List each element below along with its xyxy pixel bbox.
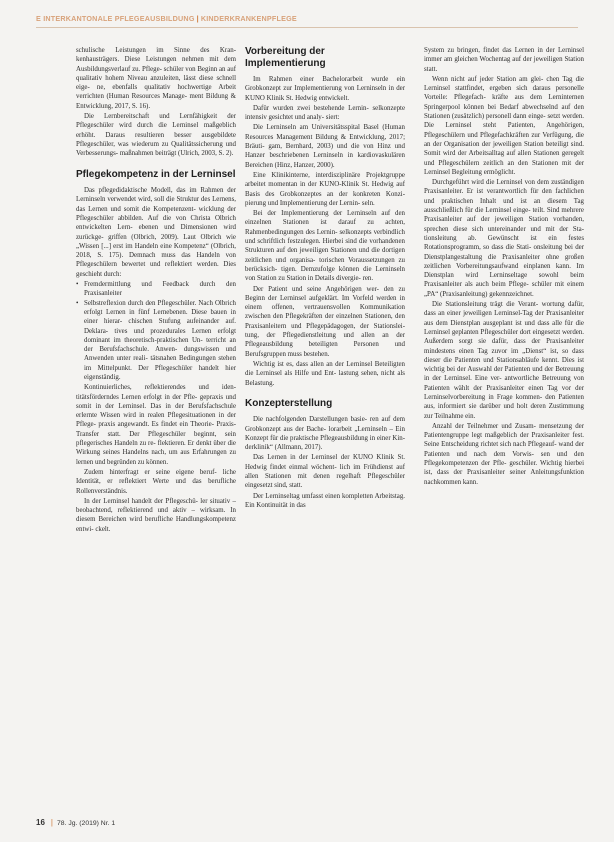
list-item: • Selbstreflexion durch den Pflegeschüler. Nach Olbrich erfolgt Lernen in fünf Lernebenen. Diese bauen in einer hierar- chischen Stufung aufeinander auf. Deklara- tives und prozedurales Lernen erfolgt dominant im theoretisch-praktischen Un- terricht an der Berufsfachschule. Anwen- dungswissen und Anwenden unter reali- tätsnahen Bedingungen stehen im Mittelpunkt. Der Pflegeschüler handelt hier eigenständig.	[76, 299, 236, 383]
paragraph: Bei der Implementierung der Lerninseln auf den einzelnen Stationen ist darauf zu achten, Rahmenbedingungen des Lernin- selkonzepts verbindlich und schriftlich festzulegen. Hierbei sind die vorhandenen Strukturen auf den jeweiligen Stationen und die dortigen zeitlichen und organisa- torischen Voraussetzungen zu berücksich- tigen. Demzufolge können die Lerninseln von Station zu Station in Details divergie- ren.	[245, 210, 405, 283]
paragraph: schulische Leistungen im Sinne des Kran- kenhausträgers. Diese Leistungen nehmen mit dem Ausbildungsverlauf zu. Pflege- schüler von Beginn an auf qualitativ hohem Niveau anzuleiten, lässt diese schnell eige- ne, ebenfalls qualitativ hochwertige Arbeit verrichten (Human Resources Manage- ment Bildung & Entwicklung, 2017, S. 16).	[76, 47, 236, 110]
paragraph: In der Lerninsel handelt der Pflegeschü- ler situativ – beobachtend, reflektierend und aktiv – wirksam. In diesem Bereichen wird berufliche Handlungskompetenz entwi- ckelt.	[76, 497, 236, 533]
running-header	[36, 14, 576, 26]
paragraph: Das pflegedidaktische Modell, das im Rahmen der Lerninseln verwendet wird, soll die Struktur des Lernens, das Lernen und somit die Kompetenzent- wicklung der Pflegeschüler abbilden. Auf die von Christa Olbrich entwickelten Lern- ebenen und Dimensionen wird zurückge- griffen (Olbrich, 2009). Laut Olbrich wie „Wissen [...] erst im Handeln eine Kompetenz“ (Olbrich, 2018, S. 175). Demnach muss das Handeln von Pflegeschülern bewertet und reflektiert werden. Dies geschieht durch:	[76, 187, 236, 278]
header-rule	[36, 27, 578, 28]
issue-info: 78. Jg. (2019) Nr. 1	[56, 820, 116, 827]
section-heading-konzepterstellung: Konzepterstellung	[245, 397, 333, 409]
footer-separator: |	[50, 818, 53, 827]
page-number: 16	[36, 818, 45, 827]
column-left	[76, 46, 236, 811]
page-footer	[36, 818, 115, 830]
paragraph: Die nachfolgenden Darstellungen basie- ren auf dem Grobkonzept aus der Bache- lorarbeit „Lerninseln – Ein Konzept für die praktische Pflegeausbildung in einer Kin- derklinik“ (Allmann, 2017).	[245, 416, 405, 452]
paragraph: Der Lerninseltag umfasst einen kompletten Arbeitstag. Ein Kontinuität in das	[245, 492, 405, 509]
bullet-list	[76, 280, 236, 382]
header-section: E INTERKANTONALE PFLEGEAUSBILDUNG	[36, 14, 195, 23]
column-middle	[245, 46, 405, 811]
paragraph: Wichtig ist es, dass allen an der Lerninsel Beteiligten die Lerninsel als Hilfe und Ent- lastung sehen, nicht als Belastung.	[245, 360, 405, 387]
paragraph: Im Rahmen einer Bachelorarbeit wurde ein Grobkonzept zur Implementierung von Lerninseln in der KUNO Klinik St. Hedwig entwickelt.	[245, 76, 405, 102]
paragraph: Die Stationsleitung trägt die Verant- wortung dafür, dass an einer jeweiligen Lerninsel-Tag der Praxisanleiter aus dem Dienstplan ausgeplant ist und dass alle für die Lerninsel geplanten Pflegeschüler dort eingesetzt werden. Außerdem sorgt sie dafür, dass der Praxisanleiter mindestens einen Tag zuvor im „Dienst“ ist, so dass dieser die Patienten und Stationsabläufe kennt. Dies ist wichtig bei der Auswahl der Patienten und der Betreuung in der Lerninsel. Eine ver- antwortliche Betreuung von Patienten wählt der Praxisanleiter einen Tag vor der Lerninselvorbereitung in Frage kommen- den Patienten aus, informiert sie darüber und holt deren Zustimmung zur Teilnahme ein.	[424, 301, 584, 420]
paragraph: Eine Klinikinterne, interdisziplinäre Projektgruppe arbeitet momentan in der KUNO-Klinik St. Hedwig auf Basis des Grobkonzeptes an der konkreten Konzi- pierung und Implementierung der Lernin- seln.	[245, 171, 405, 207]
paragraph: Zudem hinterfragt er seine eigene beruf- liche Identität, er reflektiert Werte und das berufliche Rollenverständnis.	[76, 468, 236, 495]
paragraph: Die Lernbereitschaft und Lernfähigkeit der Pflegeschüler wird durch die Lerninsel maßgeblich erhöht. Daraus resultieren besser ausgebildete Pflegeschüler, was wiederum zu Qualitätssicherung und Verbesserungs- maßnahmen beiträgt (Ulrich, 2003, S. 2).	[76, 113, 236, 158]
header-topic: KINDERKRANKENPFLEGE	[200, 14, 297, 23]
paragraph: System zu bringen, findet das Lernen in der Lerninsel immer am gleichen Wochentag auf der jeweiligen Station statt.	[424, 47, 584, 73]
list-item: • Fremdermittlung und Feedback durch den Praxisanleiter	[76, 280, 236, 299]
paragraph: Die Lerninseln am Universitätsspital Basel (Human Resources Management Bildung & Entwicklung, 2017; Bräuti- gam, Bernhard, 2003) und die von Hinz und Hanzer beschriebenen Lerninseln in kardiovaskulären Bereichen (Hinz, Hanzer, 2000).	[245, 124, 405, 169]
column-right	[424, 46, 584, 811]
section-heading-pflegekompetenz: Pflegekompetenz in der Lerninsel	[76, 168, 236, 180]
paragraph: Anzahl der Teilnehmer und Zusam- mensetzung der Patientengruppe legt maßgeblich der Praxisanleiter fest. Seine Entscheidung richtet sich nach Pflegeauf- wand der Patienten und nach dem Vorwis- sen und den Pflegekompetenzen der Pfle- geschüler. Wichtig hierbei ist, dass der Praxisanleiter seiner Anleitungsfunktion nachkommen kann.	[424, 422, 584, 486]
paragraph: Der Patient und seine Angehörigen wer- den zu Beginn der Lerninsel aufgeklärt. Im Vorfeld werden in einem offenen, vertrauensvollen Kommunikation zwischen den Pflegekräften der einzelnen Stationen, den Praxisanleitern und Pflegepädagogen, der Stationslei- tung, der Pflegedienstleitung und allen an der Pflegeausbildung beteiligten Personen und Berufsgruppen muss bestehen.	[245, 285, 405, 358]
header-separator: |	[196, 14, 199, 23]
section-heading-vorbereitung: Vorbereitung der Implementierung	[245, 46, 326, 69]
paragraph: Wenn nicht auf jeder Station am glei- chen Tag die Lerninsel stattfindet, ergeben sich daraus personelle Vorteile: Pflegefach- kräfte aus dem Lerninternen Springerpool können bei Bedarf abwechselnd auf den Stationen (zusätzlich) personell dann einge- setzt werden. Die Lerninsel steht Patienten, Angehörigen, Pflegeschülern und Pflegefachkräften zur Verfügung, die an der Organisation der jeweiligen Station beteiligt sind. Somit wird der Arbeitsalltag auf allen Stationen geregelt und Pflegeschülern zeitlich an den Stationen mit der Lerninsel Begleitung ermöglicht.	[424, 75, 584, 176]
paragraph: Das Lernen in der Lerninsel der KUNO Klinik St. Hedwig findet einmal wöchent- lich im Frühdienst auf allen Stationen mit denen regelhaft Pflegeschüler eingesetzt sind, statt.	[245, 454, 405, 490]
paragraph: Durchgeführt wird die Lerninsel von dem zuständigen Praxisanleiter. Er ist verantwortlich für den fachlichen und praktischen Inhalt und ist an diesem Tag ausschließlich für die Lerninsel einge- teilt. Sind mehrere Praxisanleiter auf der jeweiligen Station vorhanden, sprechen diese sich untereinander und mit der Sta- tionsleitung ab. Gewünscht ist ein festes Rotationsprogramm, so dass die Stati- onsleitung bei der Dienstplangestaltung die Praxisanleiter ohne großen zeitlichen Vorbereitungsaufwand einplanen kann. Im Dienstplan wird Lerninseltage sowohl beim Praxisanleiter als auch beim Pflege- schüler mit einem „PA“ (Praxisanleitung) gekennzeichnet.	[424, 179, 584, 298]
paragraph: Kontinuierliches, reflektierendes und iden- titätsförderndes Lernen erfolgt in der Pfle- gepraxis und somit in der Lerninsel. Das in der Berufsfachschule erlernte Wissen wird in realen Pflegesituationen in der Pflege- praxis angewandt. Es findet ein Theorie- Praxis-Transfer statt. Der Pflegeschüler beginnt, sein pflegerisches Handeln zu re- flektieren. Er denkt über die Wirkung seines Handelns nach, um aus Erfahrungen zu lernen und begründen zu können.	[76, 384, 236, 466]
paragraph: Dafür wurden zwei bestehende Lernin- selkonzepte intensiv gesichtet und analy- siert:	[245, 104, 405, 122]
